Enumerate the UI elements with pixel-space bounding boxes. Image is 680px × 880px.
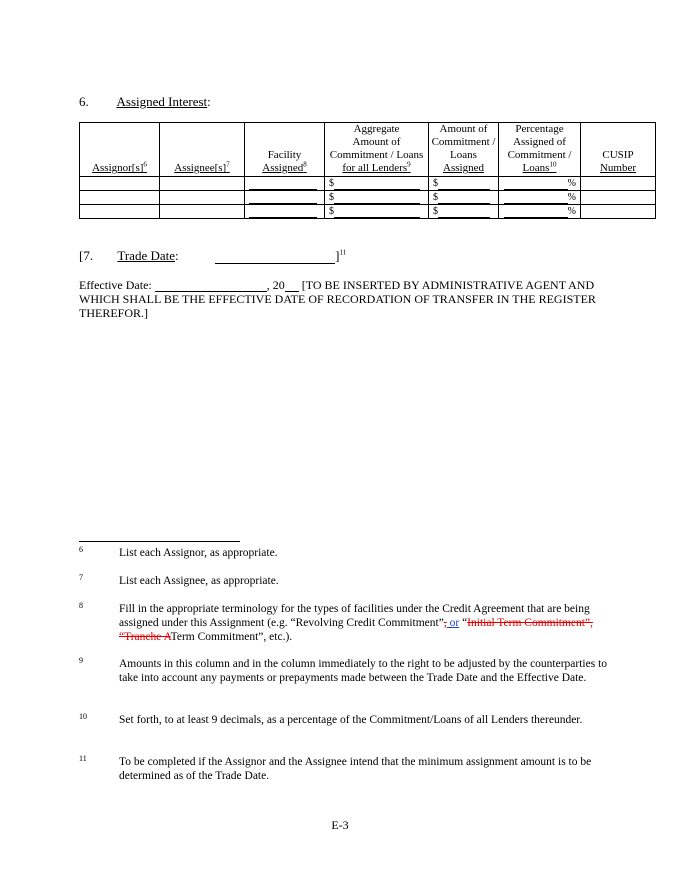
trade-date-label: Trade Date: [117, 248, 176, 263]
footnote-separator: [79, 541, 240, 542]
table-row: [80, 205, 656, 219]
table-cell[interactable]: [245, 177, 325, 191]
section-7-close: ]: [335, 248, 340, 263]
effective-year-blank[interactable]: [285, 280, 299, 292]
table-cell[interactable]: [160, 191, 245, 205]
table-cell[interactable]: %: [499, 191, 581, 205]
table-cell[interactable]: $: [429, 191, 499, 205]
table-cell[interactable]: [581, 191, 656, 205]
table-cell[interactable]: [80, 205, 160, 219]
inserted-text: or: [446, 617, 460, 629]
header-assignor: $Assignor[s]^6$: [80, 123, 160, 177]
table-row: [80, 177, 656, 191]
page-number: E-3: [331, 818, 349, 832]
footnote-8: 8 Fill in the appropriate terminology for the types of facilities under the Credit Agreement that are being assigned under this Assignment (e.g. “Revolving Credit Commitment”, or “Initial Term Commitment”, “Tranche ATerm Commitment”, etc.).: [79, 601, 593, 643]
header-aggregate-amount: Aggregate Amount of Commitment / Loans for all Lenders$^9$: [325, 123, 429, 177]
table-cell[interactable]: %: [499, 177, 581, 191]
effective-date-label: Effective Date:: [79, 278, 152, 292]
table-cell[interactable]: [581, 205, 656, 219]
section-6-title: Assigned Interest: [116, 94, 208, 109]
effective-date-blank[interactable]: [155, 280, 267, 292]
header-facility-assigned: Facility Assigned$^8$: [245, 123, 325, 177]
table-cell[interactable]: [581, 177, 656, 191]
table-cell[interactable]: $: [429, 177, 499, 191]
footnote-ref-11: 11: [339, 248, 347, 257]
table-cell[interactable]: [80, 191, 160, 205]
section-7-heading: [7. Trade Date: ]$^{11}$: [79, 248, 347, 263]
header-amount-assigned: Amount of Commitment / Loans Assigned: [429, 123, 499, 177]
table-cell[interactable]: $: [325, 177, 429, 191]
header-cusip-number: CUSIP Number: [581, 123, 656, 177]
table-cell[interactable]: $: [429, 205, 499, 219]
deleted-text: ,: [443, 617, 447, 629]
trade-date-blank[interactable]: [215, 251, 335, 264]
effective-date-paragraph: Effective Date: , 20 [TO BE INSERTED BY ADMINISTRATIVE AGENT AND WHICH SHALL BE THE EFFECTIVE DATE OF RECORDATION OF TRANSFER IN THE REGISTER THEREFOR.]: [79, 278, 596, 320]
table-cell[interactable]: [245, 205, 325, 219]
table-cell[interactable]: %: [499, 205, 581, 219]
header-percentage-assigned: Percentage Assigned of Commitment / Loans$^{10}$: [499, 123, 581, 177]
table-cell[interactable]: $: [325, 205, 429, 219]
table-cell[interactable]: [160, 205, 245, 219]
table-cell[interactable]: $: [325, 191, 429, 205]
assigned-interest-table: [79, 122, 656, 219]
table-header-row: [80, 123, 656, 177]
section-6-colon: :: [207, 94, 211, 109]
footnote-10: 10 Set forth, to at least 9 decimals, as a percentage of the Commitment/Loans of all Lenders thereunder.: [79, 712, 583, 726]
effective-date-text: [TO BE INSERTED BY ADMINISTRATIVE AGENT AND WHICH SHALL BE THE EFFECTIVE DATE OF RECORDATION OF TRANSFER IN THE REGISTER THEREFOR.]: [79, 278, 596, 320]
section-6-number: 6.: [79, 94, 89, 109]
table-cell[interactable]: [160, 177, 245, 191]
deleted-text: Initial Term Commitment”, “Tranche A: [119, 617, 593, 643]
table-cell[interactable]: [245, 191, 325, 205]
table-row: [80, 191, 656, 205]
table-cell[interactable]: [80, 177, 160, 191]
header-assignee: $Assignee[s]^7$: [160, 123, 245, 177]
footnote-7: 7 List each Assignee, as appropriate.: [79, 573, 279, 587]
footnote-6: 6 List each Assignor, as appropriate.: [79, 545, 278, 559]
footnote-9: 9 Amounts in this column and in the column immediately to the right to be adjusted by the counterparties to take into account any payments or prepayments made between the Trade Date and the Effective Date.: [79, 656, 608, 684]
section-7-bracket: [7.: [79, 248, 94, 263]
footnote-11: 11 To be completed if the Assignor and the Assignee intend that the minimum assignment amount is to be determined as of the Trade Date.: [79, 754, 592, 782]
section-6-heading: [79, 94, 211, 110]
